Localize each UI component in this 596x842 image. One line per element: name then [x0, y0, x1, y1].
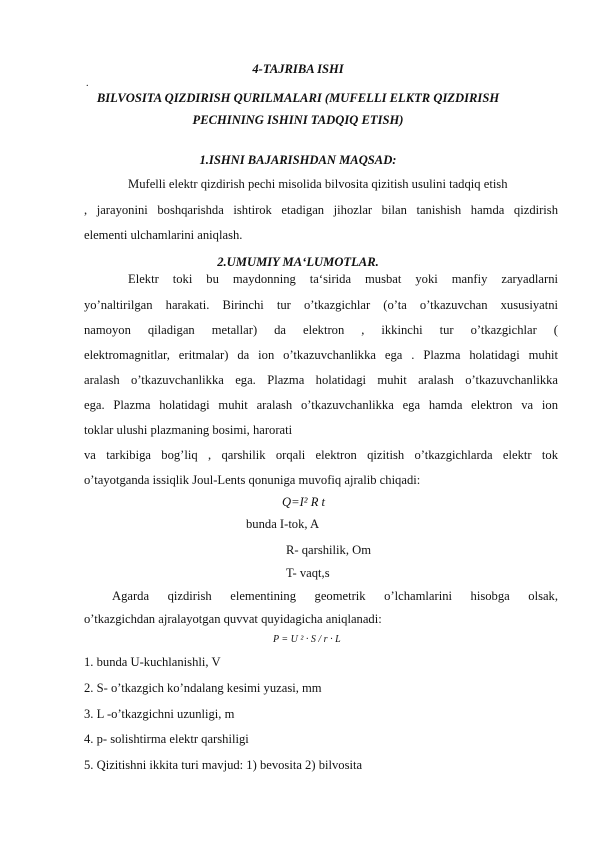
list-item: 3. L -o’tkazgichni uzunligi, m — [84, 707, 235, 721]
section2-line: va tarkibiga bog’liq , qarshilik orqali elektron qizitish o’tkazgichlarda elektr tok — [84, 448, 558, 462]
section2-heading: 2.UMUMIY MA‘LUMOTLAR. — [217, 255, 379, 269]
section1-heading: 1.ISHNI BAJARISHDAN MAQSAD: — [199, 153, 397, 167]
formula-joule-lenz: Q=I² R t — [282, 495, 326, 509]
section2-line: ega. Plazma holatidagi muhit aralash o’tkazuvchanlikka ega hamda elektron va ion — [84, 398, 558, 412]
stray-dot: . — [86, 78, 89, 89]
list-item: 5. Qizitishni ikkita turi mavjud: 1) bevosita 2) bilvosita — [84, 758, 363, 772]
title-line-1: BILVOSITA QIZDIRISH QURILMALARI (MUFELLI ELKTR QIZDIRISH — [96, 91, 500, 105]
list-item: 4. p- solishtirma elektr qarshiligi — [84, 732, 249, 746]
section2-line: aralash o’tkazuvchanlikka ega. Plazma holatidagi muhit aralash o’tkazuvchanlikka — [84, 373, 558, 387]
list-item: 2. S- o’tkazgich ko’ndalang kesimi yuzasi, mm — [84, 681, 322, 695]
section2-line: elektromagnitlar, eritmalar) da ion o’tkazuvchanlikka ega . Plazma holatidagi muhit — [84, 348, 558, 362]
section2-line: o’tayotganda issiqlik Joul-Lents qonuniga muvofiq ajralib chiqadi: — [84, 473, 421, 487]
section2-line: Elektr toki bu maydonning ta‘sirida musbat yoki manfiy zaryadlarni — [128, 272, 558, 286]
formula-power: P = U ² · S / r · L — [273, 634, 341, 645]
legend-item: T- vaqt,s — [286, 566, 330, 580]
legend-item: R- qarshilik, Om — [286, 543, 372, 557]
section1-line: elementi ulchamlarini aniqlash. — [84, 228, 243, 242]
work-number: 4-TAJRIBA ISHI — [252, 62, 344, 76]
section2-line: namoyon qiladigan metallar) da elektron , ikkinchi tur o’tkazgichlar ( — [84, 323, 558, 337]
section2-line: yo’naltirilgan harakati. Birinchi tur o’tkazgichlar (o’ta o’tkazuvchan xususiyatni — [84, 298, 558, 312]
para2-line: Agarda qizdirish elementining geometrik o’lchamlarini hisobga olsak, — [112, 589, 558, 603]
para2-line: o’tkazgichdan ajralayotgan quvvat quyidagicha aniqlanadi: — [84, 612, 382, 626]
section1-line: Mufelli elektr qizdirish pechi misolida bilvosita qizitish usulini tadqiq etish — [128, 177, 508, 191]
legend-item: bunda I-tok, A — [246, 517, 320, 531]
title-line-2: PECHINING ISHINI TADQIQ ETISH) — [192, 113, 404, 127]
list-item: 1. bunda U-kuchlanishli, V — [84, 655, 221, 669]
section2-line: toklar ulushi plazmaning bosimi, harorati — [84, 423, 293, 437]
section1-line: , jarayonini boshqarishda ishtirok etadigan jihozlar bilan tanishish hamda qizdirish — [84, 203, 558, 217]
